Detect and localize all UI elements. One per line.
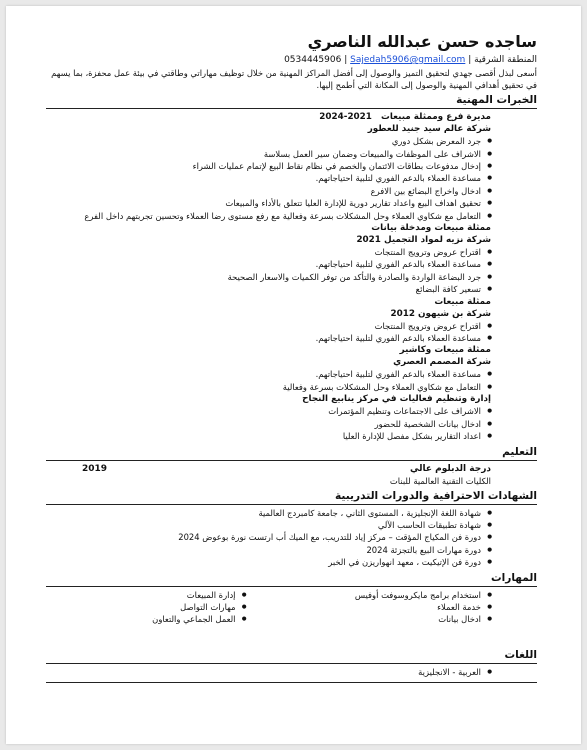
- list-item: ● اقتراح عروض وترويج المنتجات: [46, 320, 481, 332]
- summary: أسعى لبذل أقصى جهدي لتحقيق التميز والوصول إلى أفضل المراكز المهنية من خلال توظيف مهاراتي وطاقتي في بيئة عمل محفزة، بما يسهم في تحقيق أهدافي المهنية والوصول إلى المكانة التي أطمح إليها.: [51, 68, 537, 90]
- list-item: ● دورة مهارات البيع بالتجزئة 2024: [46, 544, 481, 556]
- job-4: [46, 344, 537, 393]
- separator: |: [468, 55, 472, 65]
- job-role: ممثلة مبيعات وكاشير: [399, 345, 491, 356]
- email-link[interactable]: Sajedah5906@gmail.com: [350, 55, 466, 65]
- list-item: ● التعامل مع شكاوي العملاء وحل المشكلات بسرعة وفعالية: [46, 381, 481, 393]
- certificates-list: [46, 507, 537, 569]
- job-role-text: مديرة فرع وممثلة مبيعات: [381, 112, 491, 123]
- list-item: ● العربية - الانجليزية: [46, 666, 481, 678]
- job-3: [46, 296, 537, 345]
- school: الكليات التقنية العالمية للبنات: [389, 475, 491, 486]
- job-tasks: [46, 135, 537, 222]
- list-item: ● شهادة اللغة الإنجليزية ، المستوى الثاني ، جامعة كامبردج العالمية: [46, 507, 481, 519]
- candidate-name: ساجده حسن عبدالله الناصري: [307, 32, 537, 51]
- job-dates: 2021-2024: [319, 112, 372, 123]
- divider: [46, 108, 537, 109]
- list-item: ● الاشراف على الموظفات والمبيعات وضمان سير العمل بسلاسة: [46, 148, 481, 160]
- job-5: [46, 393, 537, 442]
- list-item: ● مهارات التواصل: [46, 601, 236, 613]
- skills-column-2: [46, 589, 292, 626]
- degree: درجة الدبلوم عالي: [410, 463, 491, 474]
- job-role: ممثلة مبيعات ومدخلة بيانات: [371, 223, 491, 234]
- job-2: [46, 222, 537, 296]
- list-item: ● دورة فن الإتيكيت ، معهد انهواريزن في الخبر: [46, 556, 481, 568]
- education-title: التعليم: [502, 445, 537, 458]
- job-tasks: [46, 368, 537, 393]
- job-tasks: [46, 405, 537, 442]
- list-item: ● مساعدة العملاء بالدعم الفوري لتلبية احتياجاتهم.: [46, 332, 481, 344]
- certificates-title: الشهادات الاحترافية والدورات التدريبية: [334, 489, 537, 502]
- divider: [46, 504, 537, 505]
- phone-number: 0534445906: [284, 55, 342, 65]
- resume-page: [6, 6, 581, 744]
- list-item: ● العمل الجماعي والتعاون: [46, 613, 236, 625]
- list-item: ● مساعدة العملاء بالدعم الفوري لتلبية احتياجاتهم.: [46, 258, 481, 270]
- list-item: ● جرد البضاعة الواردة والصادرة والتأكد من توفر الكميات والاسعار الصحيحة: [46, 271, 481, 283]
- job-1: [46, 111, 537, 222]
- list-item: ● اعداد التقارير بشكل مفصل للإدارة العليا: [46, 430, 481, 442]
- languages-list: [46, 666, 537, 678]
- job-company: شركة المصمم العصري: [393, 357, 491, 368]
- job-company: شركة بن شيهون 2012: [390, 308, 491, 319]
- list-item: ● الاشراف على الاجتماعات وتنظيم المؤتمرات: [46, 405, 481, 417]
- list-item: ● استخدام برامج مايكروسوفت أوفيس: [292, 589, 482, 601]
- list-item: ● اقتراح عروض وترويج المنتجات: [46, 246, 481, 258]
- job-company: شركة عالم سيد جنيد للعطور: [367, 124, 491, 135]
- graduation-year: 2019: [82, 463, 108, 474]
- list-item: ● إدخال مدفوعات بطاقات الائتمان والخصم في نظام نقاط البيع لإتمام عمليات الشراء: [46, 160, 481, 172]
- list-item: ● دورة فن المكياج المؤقت – مركز إياد للتدريب، مع الميك أب ارتست نورة بوعوض 2024: [46, 531, 481, 543]
- job-company: شركة نزيه لمواد التجميل 2021: [356, 235, 491, 246]
- job-tasks: [46, 246, 537, 296]
- job-company: إدارة وتنظيم فعاليات في مركز ينابيع النجاح: [302, 394, 491, 405]
- list-item: ● ادخال واخراج البضائع بين الافرع: [46, 185, 481, 197]
- contact-line: [46, 54, 537, 67]
- list-item: ● شهادة تطبيقات الحاسب الآلي: [46, 519, 481, 531]
- list-item: ● التعامل مع شكاوي العملاء وحل المشكلات بسرعة وفعالية مع رفع مستوى رضا العملاء وتحسين تجربتهم داخل الفرع: [46, 210, 481, 222]
- divider: [46, 663, 537, 664]
- list-item: ● ادخال بيانات: [292, 613, 482, 625]
- list-item: ● تسعير كافة البضائع: [46, 283, 481, 295]
- separator: |: [344, 55, 348, 65]
- skills-title: المهارات: [490, 571, 537, 584]
- skills-columns: [46, 589, 537, 626]
- languages-title: اللغات: [504, 648, 537, 661]
- divider: [46, 586, 537, 587]
- education-degree-row: [46, 463, 537, 475]
- experience-title: الخبرات المهنية: [456, 94, 537, 107]
- list-item: ● إدارة المبيعات: [46, 589, 236, 601]
- divider: [46, 682, 537, 683]
- list-item: ● تحقيق اهداف البيع واعداد تقارير دورية للإدارة العليا تتعلق بالأداء والمبيعات: [46, 197, 481, 209]
- list-item: ● ادخال بيانات الشخصية للحضور: [46, 418, 481, 430]
- job-role: ممثلة مبيعات: [434, 296, 491, 307]
- skills-column-1: [292, 589, 538, 626]
- list-item: ● مساعدة العملاء بالدعم الفوري لتلبية احتياجاتهم.: [46, 368, 481, 380]
- list-item: ● خدمة العملاء: [292, 601, 482, 613]
- list-item: ● مساعدة العملاء بالدعم الفوري لتلبية احتياجاتهم.: [46, 172, 481, 184]
- job-tasks: [46, 320, 537, 345]
- region: المنطقة الشرقية: [474, 55, 537, 65]
- job-role: [46, 111, 537, 123]
- divider: [46, 460, 537, 461]
- list-item: ● جرد المعرض بشكل دوري: [46, 135, 481, 147]
